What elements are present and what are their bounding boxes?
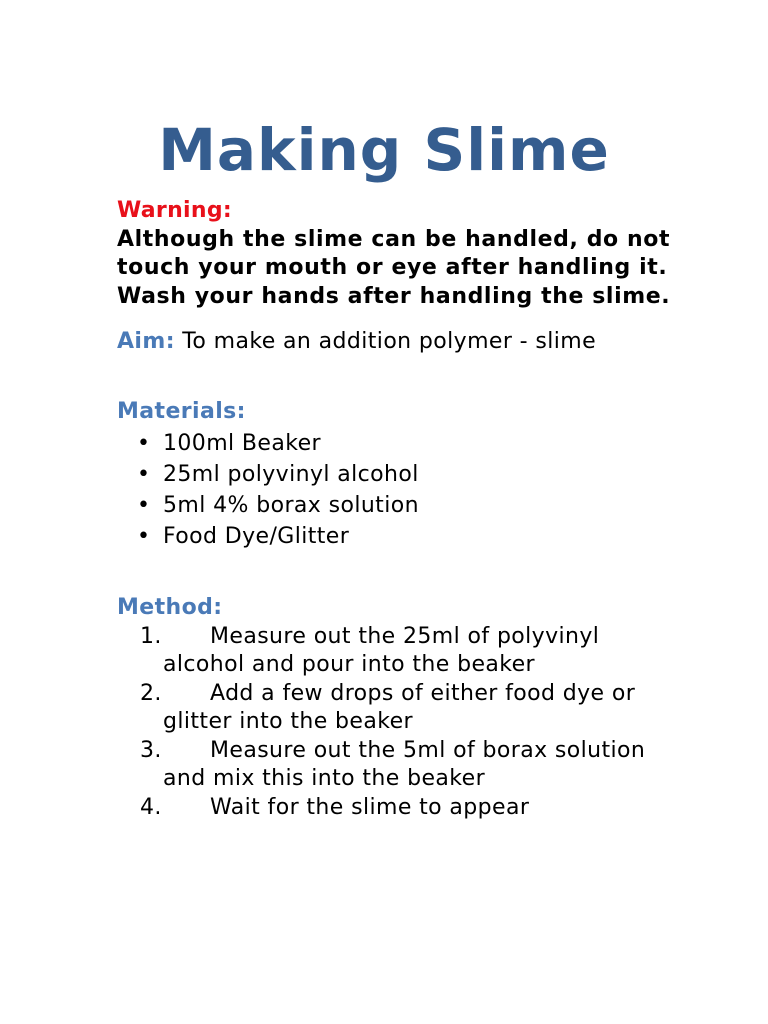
list-item-text: Food Dye/Glitter [163,524,350,549]
method-step [117,794,677,823]
warning-text [117,226,677,312]
bullet-icon: • [137,493,151,518]
method-steps [117,623,677,823]
materials-list [117,428,677,552]
warning-label: Warning: [117,198,232,223]
list-item [117,490,677,521]
warning-section [117,197,677,311]
step-number: 1. [140,623,162,649]
page-title: Making Slime [158,116,610,184]
warning-line: Wash your hands after handling the slime. [117,283,671,309]
materials-heading: Materials: [117,398,246,424]
step-text: Add a few drops of either food dye or glitter into the beaker [163,680,636,734]
method-step [117,737,677,794]
step-number: 4. [140,794,162,820]
aim-label: Aim: [117,329,175,354]
list-item [117,521,677,552]
list-item-text: 25ml polyvinyl alcohol [163,462,419,487]
method-heading: Method: [117,595,223,620]
aim-text: To make an addition polymer - slime [174,329,597,354]
bullet-icon: • [137,462,151,487]
list-item-text: 5ml 4% borax solution [163,493,419,518]
step-text: Measure out the 5ml of borax solution and mix this into the beaker [163,737,646,791]
step-number: 2. [140,680,162,706]
aim-section [117,328,677,357]
bullet-icon: • [137,431,151,456]
list-item [117,428,677,459]
step-number: 3. [140,737,162,763]
list-item [117,459,677,490]
warning-line: Although the slime can be handled, do not touch your mouth or eye after handling it. [117,226,671,280]
bullet-icon: • [137,524,151,549]
method-step [117,623,677,680]
method-section [117,594,677,822]
list-item-text: 100ml Beaker [163,431,321,456]
document-body [117,197,677,822]
method-step [117,680,677,737]
materials-section [117,398,677,553]
step-text: Wait for the slime to appear [210,794,530,820]
step-text: Measure out the 25ml of polyvinyl alcohol and pour into the beaker [163,623,600,677]
